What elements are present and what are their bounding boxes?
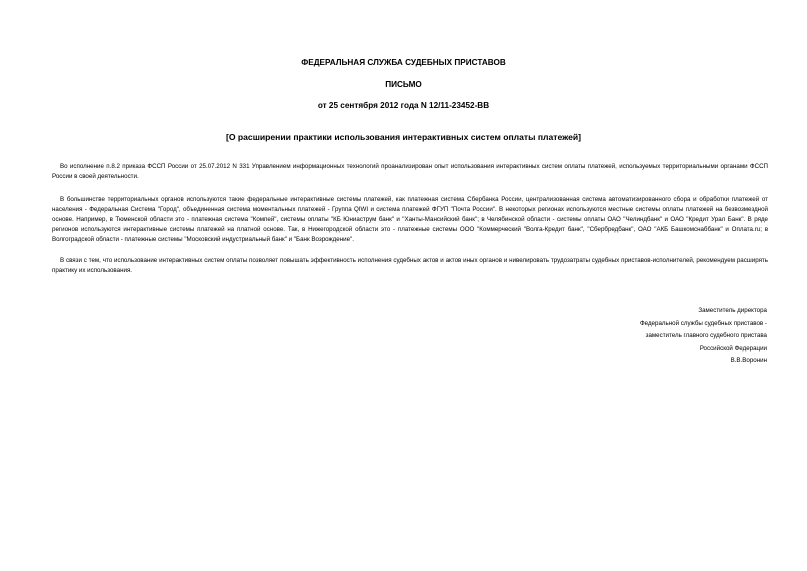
body-paragraph-1: [52, 162, 768, 182]
paragraph-text: В большинстве территориальных органов используются такие федеральные интерактивные системы платежей, как платежная система Сбербанка России, централизованная система автоматизированного сбора и обработки платежей от населения - Федеральная Система "Город", объединенная система моментальных платежей - Группа QIWI и система платежей ФГУП "Почта России". В некоторых регионах используются местные системы оплаты платежей на безвозмездной основе. Например, в Тюменской области это - платежная система "Компей", системы оплаты "КБ Юниаструм банк" и "Ханты-Мансийский банк"; в Челябинской области - системы оплаты ОАО "Челиндбанк" и ОАО "Кредит Урал Банк". В ряде регионов используются интерактивные системы платежей на платной основе. Так, в Нижегородской области это - платежные системы ООО "Коммерческий "Волга-Кредит банк", "Сбербредбанк", ОАО "АКБ Башкомснаббанк" и Оплата.ru; в Волгоградской области - платежные системы "Московский индустриальный банк" и "Банк Возрождение".: [52, 196, 768, 243]
document-subject: [О расширении практики использования интерактивных систем оплаты платежей]: [225, 132, 582, 142]
signatory-name: В.В.Воронин: [730, 357, 767, 364]
paragraph-text: Во исполнение п.8.2 приказа ФССП России от 25.07.2012 N 331 Управлением информационных технологий проанализирован опыт использования интерактивных систем оплаты платежей, используемых территориальными органами ФССП России в своей деятельности.: [52, 163, 768, 180]
organization-title: ФЕДЕРАЛЬНАЯ СЛУЖБА СУДЕБНЫХ ПРИСТАВОВ: [301, 58, 506, 67]
signature-line: Федеральной службы судебных приставов -: [639, 319, 767, 327]
signature-block: [527, 305, 767, 368]
document-reference: от 25 сентября 2012 года N 12/11-23452-ВВ: [317, 101, 490, 110]
document-type: ПИСЬМО: [385, 80, 422, 89]
paragraph-text: В связи с тем, что использование интерактивных систем оплаты позволяет повышать эффективность исполнения судебных актов и актов иных органов и нивелировать трудозатраты судебных приставов-исполнителей, рекомендуем расширять практику их использования.: [52, 257, 768, 274]
signature-line: Российской Федерации: [699, 344, 767, 352]
body-paragraph-2: [52, 195, 768, 245]
body-paragraph-3: [52, 256, 768, 276]
signature-line: Заместитель директора: [698, 307, 767, 314]
signature-line: заместитель главного судебного пристава: [645, 332, 767, 339]
